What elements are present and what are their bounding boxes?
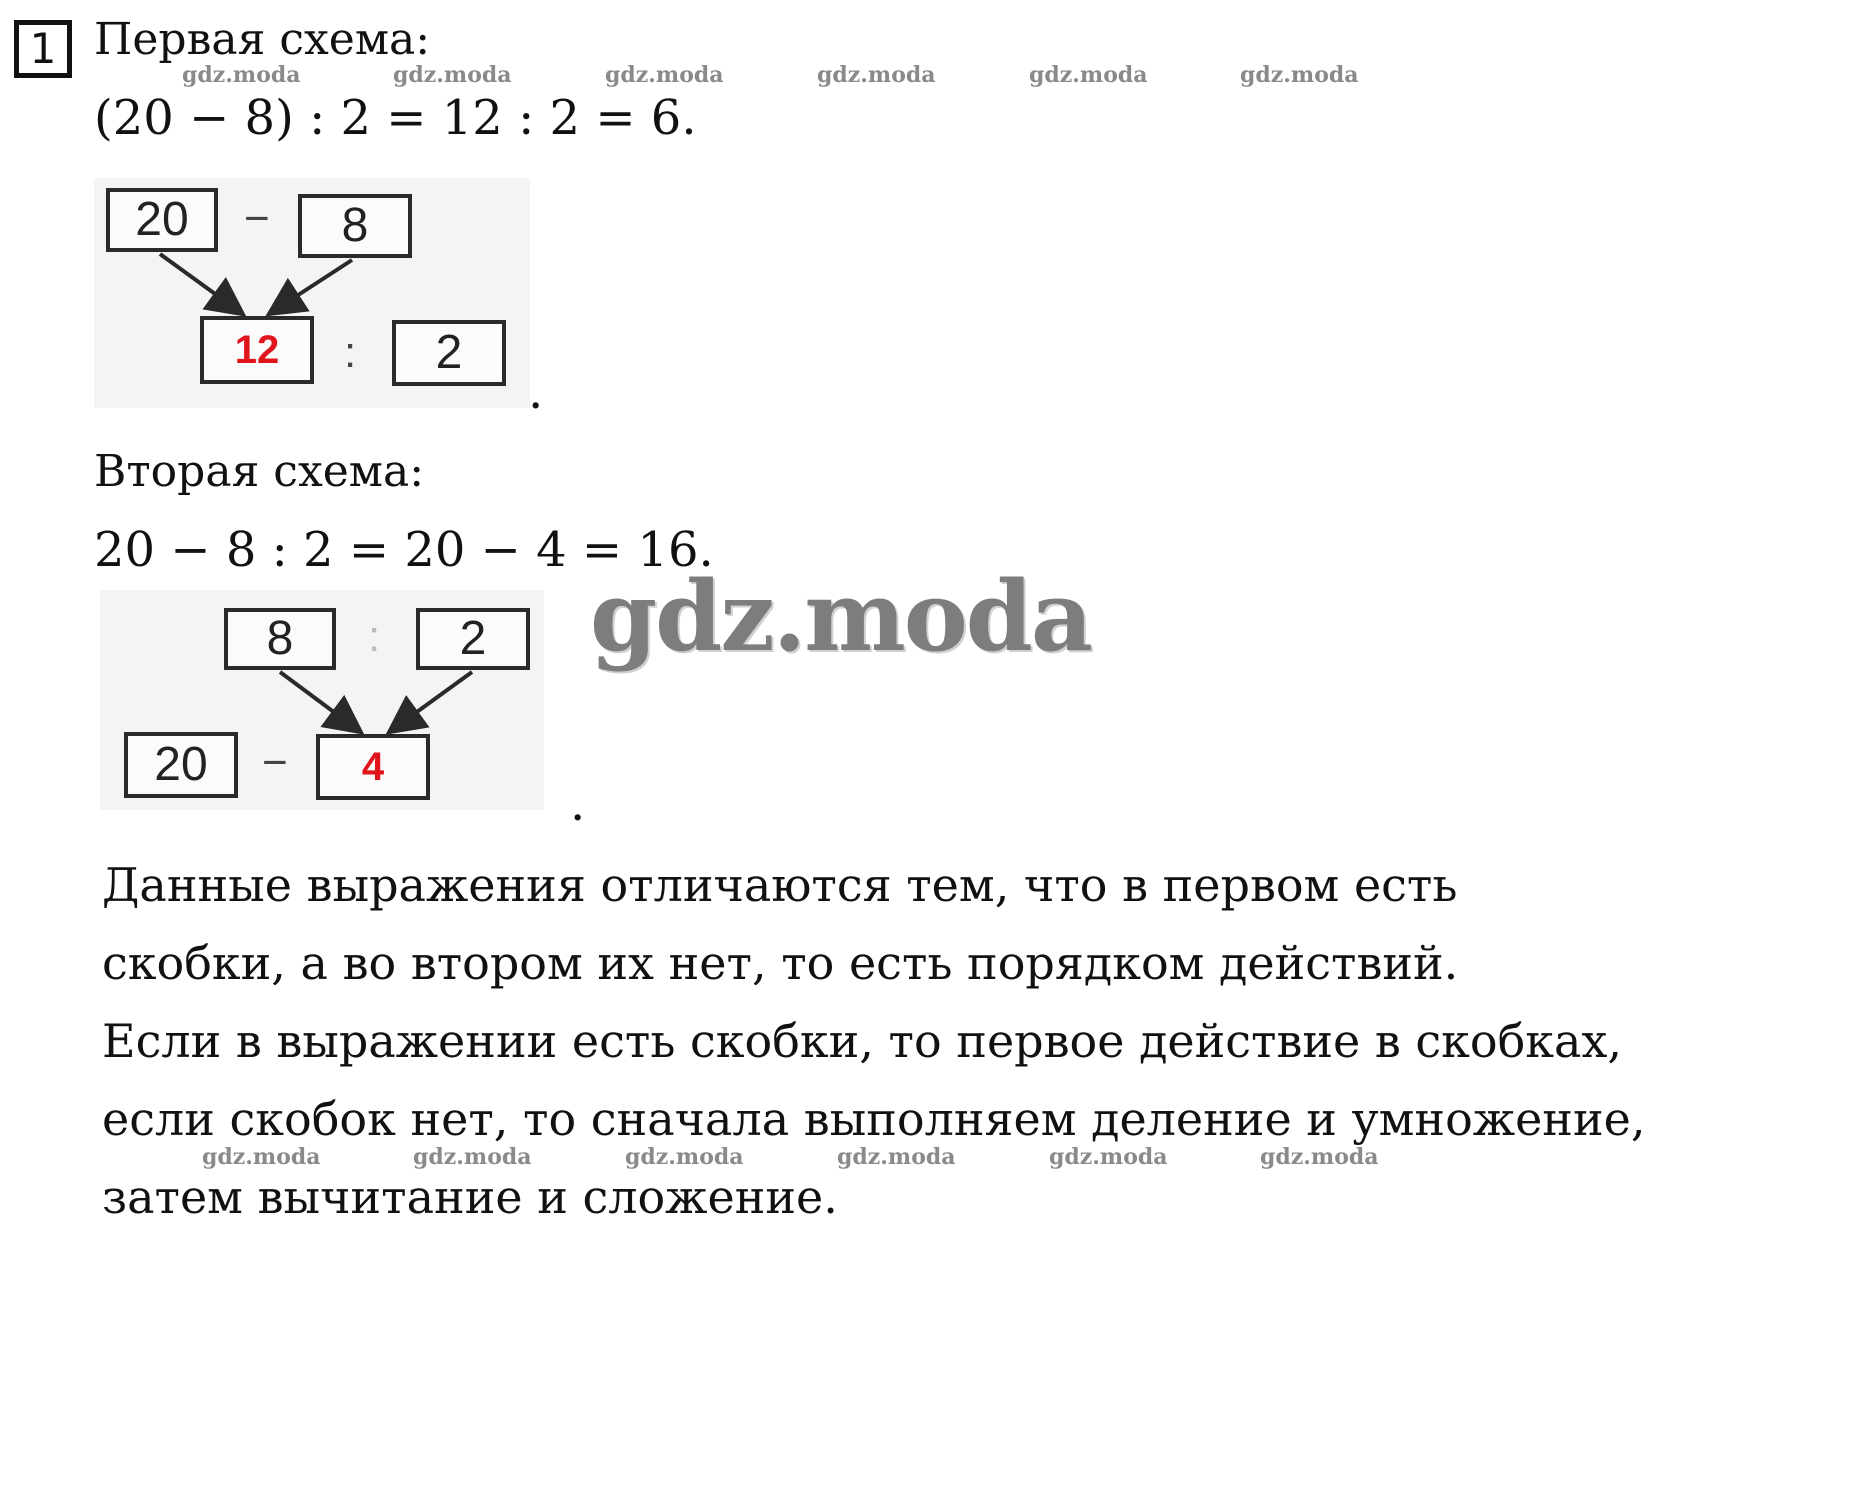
watermark-small: gdz.moda [817, 62, 936, 88]
watermark-small: gdz.moda [1029, 62, 1148, 88]
first-diagram-end-mark: . [528, 364, 544, 420]
second-diagram-bottom-operator: − [262, 738, 288, 787]
arrow-line [392, 672, 472, 730]
first-diagram-box-top-left: 20 [106, 188, 218, 252]
explanation-line-4: если скобок нет, то сначала выполняем деление и умножение, [102, 1092, 1646, 1146]
task-number: 1 [14, 20, 72, 78]
second-diagram-top-operator: : [368, 612, 381, 661]
second-scheme-heading: Вторая схема: [94, 446, 425, 497]
first-diagram-box-bottom-right: 2 [392, 320, 506, 386]
second-diagram-box-bottom-left: 20 [124, 732, 238, 798]
explanation-line-5: затем вычитание и сложение. [102, 1170, 838, 1224]
arrow-line [160, 254, 240, 312]
arrow-line [272, 260, 352, 312]
second-diagram-result-box: 4 [316, 734, 430, 800]
watermark-small: gdz.moda [413, 1144, 532, 1170]
arrow-line [280, 672, 358, 730]
watermark-small: gdz.moda [837, 1144, 956, 1170]
watermark-small: gdz.moda [1240, 62, 1359, 88]
second-diagram-box-top-right: 2 [416, 608, 530, 670]
first-diagram [94, 178, 530, 408]
first-formula: (20 − 8) : 2 = 12 : 2 = 6. [94, 90, 697, 146]
watermark-small: gdz.moda [202, 1144, 321, 1170]
first-diagram-result-box: 12 [200, 316, 314, 384]
watermark-small: gdz.moda [605, 62, 724, 88]
watermark-small: gdz.moda [393, 62, 512, 88]
second-diagram [100, 590, 544, 810]
second-diagram-end-mark: . [570, 776, 586, 832]
watermark-small: gdz.moda [1260, 1144, 1379, 1170]
explanation-line-3: Если в выражении есть скобки, то первое действие в скобках, [102, 1014, 1623, 1068]
explanation-line-2: скобки, а во втором их нет, то есть порядком действий. [102, 936, 1459, 990]
explanation-line-1: Данные выражения отличаются тем, что в первом есть [102, 858, 1458, 912]
second-diagram-box-top-left: 8 [224, 608, 336, 670]
first-diagram-bottom-operator: : [344, 328, 357, 377]
second-formula: 20 − 8 : 2 = 20 − 4 = 16. [94, 522, 714, 578]
watermark-small: gdz.moda [182, 62, 301, 88]
watermark-small: gdz.moda [625, 1144, 744, 1170]
watermark-large: gdz.moda [590, 560, 1092, 673]
first-diagram-box-top-right: 8 [298, 194, 412, 258]
first-scheme-heading: Первая схема: [94, 14, 431, 65]
first-diagram-top-operator: − [244, 194, 270, 243]
watermark-small: gdz.moda [1049, 1144, 1168, 1170]
